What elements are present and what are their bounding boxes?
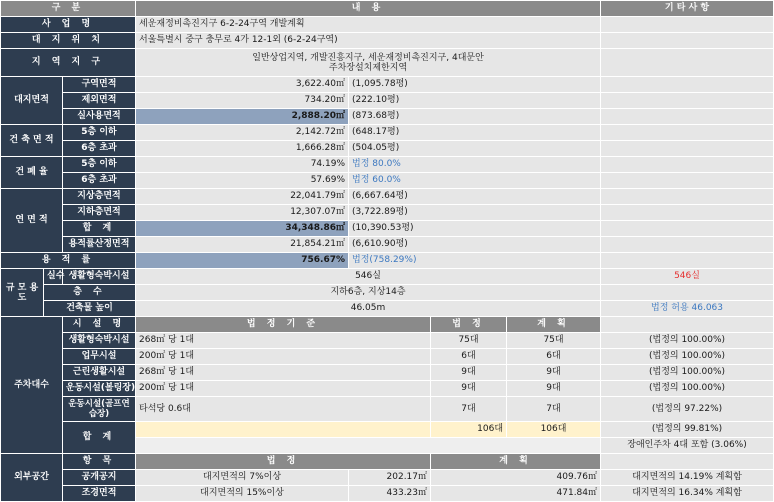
site-area-label: 실사용면적	[63, 109, 136, 125]
parking-note: (법정의 100.00%)	[601, 381, 774, 397]
open-space-head-plan: 계 획	[431, 454, 601, 470]
parking-total-label: 합 계	[63, 422, 136, 454]
parking-note: (법정의 100.00%)	[601, 349, 774, 365]
scale-unit-label: 실수	[44, 269, 63, 285]
scale-group: 규 모 용 도	[1, 269, 44, 317]
coverage-row	[1, 173, 774, 189]
parking-plan: 7대	[507, 397, 601, 422]
open-space-note: 대지면적의 14.19% 계획함	[601, 470, 774, 486]
building-area-row	[1, 141, 774, 157]
site-area-pyeong: (222.10평)	[349, 93, 601, 109]
site-area-row	[1, 109, 774, 125]
scale-unit-row	[1, 269, 774, 285]
scale-height-row	[1, 301, 774, 317]
coverage-legal: 법정 80.0%	[349, 157, 601, 173]
floor-area-label: 지하층면적	[63, 205, 136, 221]
open-space-legal-value: 433.23㎡	[349, 486, 431, 502]
scale-floors-row	[1, 285, 774, 301]
floor-area-value: 21,854.21㎡	[136, 237, 349, 253]
header-content: 내 용	[136, 1, 601, 17]
site-area-label: 구역면적	[63, 77, 136, 93]
parking-total-row	[1, 422, 774, 438]
open-space-group: 외부공간	[1, 454, 63, 502]
parking-total-note: (법정의 99.81%)	[601, 422, 774, 438]
coverage-legal: 법정 60.0%	[349, 173, 601, 189]
open-space-legal-rule: 대지면적의 15%이상	[136, 486, 349, 502]
site-area-value: 2,888.20㎡	[136, 109, 349, 125]
scale-unit-name: 생활형숙박시설	[63, 269, 136, 285]
location-label: 대 지 위 치	[1, 33, 136, 49]
coverage-group: 건 폐 율	[1, 157, 63, 189]
site-area-pyeong: (1,095.78평)	[349, 77, 601, 93]
project-row	[1, 17, 774, 33]
header-row	[1, 1, 774, 17]
parking-standard: 268㎡ 당 1대	[136, 365, 431, 381]
parking-head-row	[1, 317, 774, 333]
floor-area-label: 용적률산정면적	[63, 237, 136, 253]
location-value: 서울특별시 중구 충무로 4가 12-1외 (6-2-24구역)	[136, 33, 601, 49]
site-area-value: 734.20㎡	[136, 93, 349, 109]
scale-unit-value: 546실	[136, 269, 601, 285]
parking-plan: 75대	[507, 333, 601, 349]
parking-legal: 9대	[431, 381, 507, 397]
zone-value	[136, 49, 601, 77]
floor-area-row	[1, 205, 774, 221]
parking-legal: 75대	[431, 333, 507, 349]
far-value: 756.67%	[136, 253, 349, 269]
coverage-value: 57.69%	[136, 173, 349, 189]
coverage-label: 5층 이하	[63, 157, 136, 173]
parking-row	[1, 381, 774, 397]
coverage-row	[1, 157, 774, 173]
floor-area-group: 연 면 적	[1, 189, 63, 253]
parking-facility: 운동시설(골프연습장)	[63, 397, 136, 422]
building-area-group: 건 축 면 적	[1, 125, 63, 157]
parking-plan: 6대	[507, 349, 601, 365]
open-space-item: 조경면적	[63, 486, 136, 502]
site-area-group: 대지면적	[1, 77, 63, 125]
parking-note: (법정의 100.00%)	[601, 333, 774, 349]
parking-head-legal: 법 정	[431, 317, 507, 333]
zone-remark	[601, 49, 774, 77]
parking-standard: 200㎡ 당 1대	[136, 381, 431, 397]
parking-legal: 9대	[431, 365, 507, 381]
site-area-value: 3,622.40㎡	[136, 77, 349, 93]
open-space-item: 공개공지	[63, 470, 136, 486]
open-space-row	[1, 470, 774, 486]
parking-plan: 9대	[507, 365, 601, 381]
parking-legal: 7대	[431, 397, 507, 422]
building-area-value: 1,666.28㎡	[136, 141, 349, 157]
floor-area-pyeong: (10,390.53평)	[349, 221, 601, 237]
scale-floors-value: 지하6층, 지상14층	[136, 285, 601, 301]
far-row	[1, 253, 774, 269]
parking-standard: 268㎡ 당 1대	[136, 333, 431, 349]
scale-unit-note: 546실	[601, 269, 774, 285]
zone-row	[1, 49, 774, 77]
floor-area-row	[1, 189, 774, 205]
building-area-label: 6층 초과	[63, 141, 136, 157]
floor-area-label: 지상층면적	[63, 189, 136, 205]
parking-head-facility: 시 설 명	[63, 317, 136, 333]
parking-head-plan: 계 획	[507, 317, 601, 333]
scale-height-value: 46.05m	[136, 301, 601, 317]
parking-row	[1, 333, 774, 349]
coverage-label: 6층 초과	[63, 173, 136, 189]
parking-group: 주차대수	[1, 317, 63, 454]
project-remark	[601, 17, 774, 33]
far-label: 용 적 률	[1, 253, 136, 269]
scale-height-label: 건축물 높이	[44, 301, 136, 317]
open-space-row	[1, 486, 774, 502]
floor-area-pyeong: (6,667.64평)	[349, 189, 601, 205]
parking-total-plan: 106대	[507, 422, 601, 438]
parking-facility: 운동시설(볼링장)	[63, 381, 136, 397]
floor-area-row	[1, 221, 774, 237]
parking-facility: 생활형숙박시설	[63, 333, 136, 349]
parking-row	[1, 397, 774, 422]
floor-area-pyeong: (6,610.90평)	[349, 237, 601, 253]
zone-line-1: 일반상업지역, 개발진흥지구, 세운재정비촉진지구, 4대문안	[252, 52, 484, 63]
floor-area-value: 12,307.07㎡	[136, 205, 349, 221]
parking-disabled-note: 장애인주차 4대 포함 (3.06%)	[601, 438, 774, 454]
parking-standard: 타석당 0.6대	[136, 397, 431, 422]
site-area-row	[1, 93, 774, 109]
open-space-head-row	[1, 454, 774, 470]
open-space-head-legal: 법 정	[136, 454, 431, 470]
parking-facility: 근린생활시설	[63, 365, 136, 381]
parking-note: (법정의 100.00%)	[601, 365, 774, 381]
site-area-pyeong: (873.68평)	[349, 109, 601, 125]
open-space-plan: 409.76㎡	[431, 470, 601, 486]
scale-height-note: 법정 허용 46.063	[601, 301, 774, 317]
parking-standard: 200㎡ 당 1대	[136, 349, 431, 365]
site-area-row	[1, 77, 774, 93]
zone-label: 지 역 지 구	[1, 49, 136, 77]
parking-head-standard: 법 정 기 준	[136, 317, 431, 333]
zone-line-2: 주차장설치제한지역	[328, 62, 408, 73]
floor-area-value: 22,041.79㎡	[136, 189, 349, 205]
open-space-legal-rule: 대지면적의 7%이상	[136, 470, 349, 486]
header-remarks: 기 타 사 항	[601, 1, 774, 17]
site-area-label: 제외면적	[63, 93, 136, 109]
location-remark	[601, 33, 774, 49]
floor-area-pyeong: (3,722.89평)	[349, 205, 601, 221]
building-area-label: 5층 이하	[63, 125, 136, 141]
building-area-pyeong: (504.05평)	[349, 141, 601, 157]
parking-plan: 9대	[507, 381, 601, 397]
project-value: 세운재정비촉진지구 6-2-24구역 개발계획	[136, 17, 601, 33]
building-area-value: 2,142.72㎡	[136, 125, 349, 141]
floor-area-value: 34,348.86㎡	[136, 221, 349, 237]
open-space-head-item: 항 목	[63, 454, 136, 470]
header-category: 구 분	[1, 1, 136, 17]
parking-row	[1, 349, 774, 365]
far-legal: 법정(758.29%)	[349, 253, 601, 269]
scale-floors-label: 층 수	[44, 285, 136, 301]
project-label: 사 업 명	[1, 17, 136, 33]
coverage-value: 74.19%	[136, 157, 349, 173]
parking-row	[1, 365, 774, 381]
open-space-note: 대지면적의 16.34% 계획함	[601, 486, 774, 502]
floor-area-row	[1, 237, 774, 253]
parking-note: (법정의 97.22%)	[601, 397, 774, 422]
building-area-pyeong: (648.17평)	[349, 125, 601, 141]
parking-total-legal: 106대	[431, 422, 507, 438]
open-space-legal-value: 202.17㎡	[349, 470, 431, 486]
open-space-plan: 471.84㎡	[431, 486, 601, 502]
parking-legal: 6대	[431, 349, 507, 365]
building-area-row	[1, 125, 774, 141]
floor-area-label: 합 계	[63, 221, 136, 237]
location-row	[1, 33, 774, 49]
parking-facility: 업무시설	[63, 349, 136, 365]
